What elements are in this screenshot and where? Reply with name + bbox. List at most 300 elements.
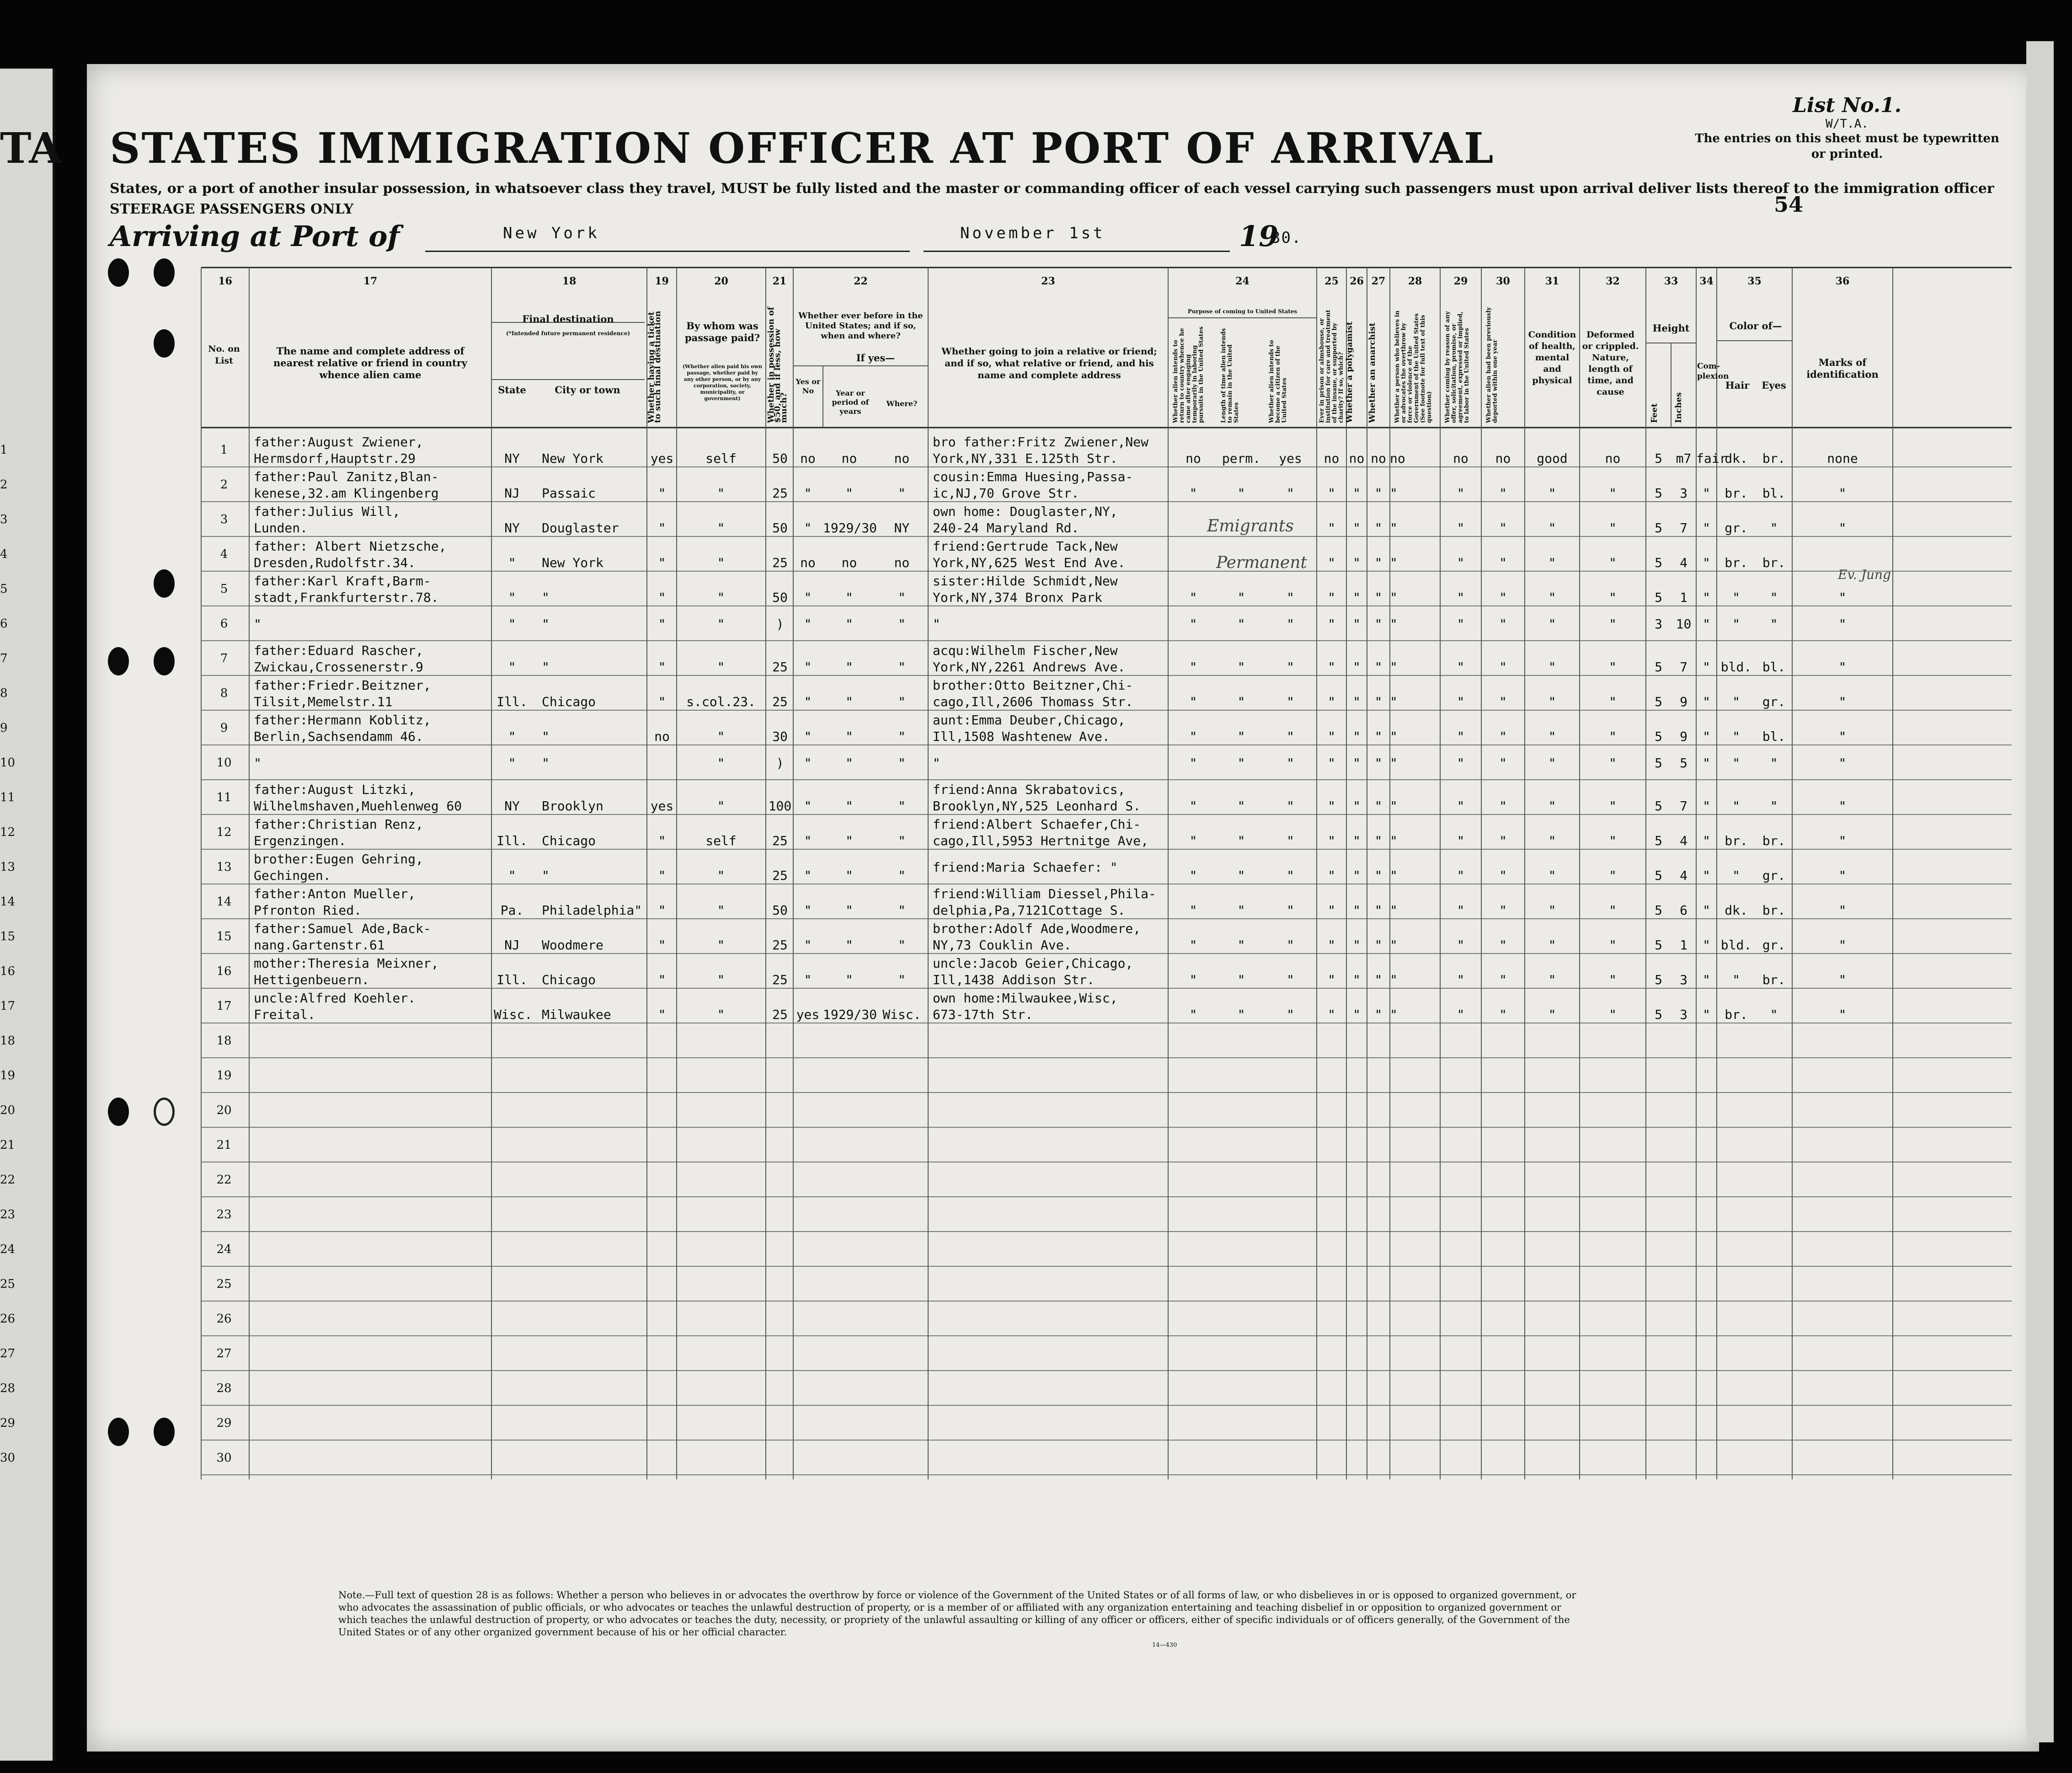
column-number: 24 bbox=[1235, 275, 1250, 287]
relative-address-line: Dresden,Rudolfstr.34. bbox=[254, 555, 416, 570]
field-paid: " bbox=[717, 1007, 725, 1022]
row-number: 5 bbox=[220, 582, 228, 596]
field-feet: 3 bbox=[1655, 616, 1662, 632]
header-polygamist: Whether a polygamist bbox=[1345, 321, 1354, 423]
field-c28: " bbox=[1390, 694, 1398, 709]
field-p1: " bbox=[1189, 833, 1197, 848]
relative-address-line: father:Eduard Rascher, bbox=[254, 643, 423, 658]
field-state: NY bbox=[504, 451, 520, 466]
field-c27: " bbox=[1374, 729, 1383, 744]
arriving-label: Arriving at Port of bbox=[110, 220, 400, 253]
field-ticket: yes bbox=[650, 451, 674, 466]
field-p3: " bbox=[1287, 833, 1294, 848]
header-final-destination-sub: (*Intended future permanent residence) bbox=[506, 330, 630, 337]
row-number: 14 bbox=[216, 895, 232, 909]
field-hair: " bbox=[1732, 798, 1740, 814]
field-c28: " bbox=[1390, 937, 1398, 953]
field-c29: " bbox=[1457, 486, 1465, 501]
field-money: 25 bbox=[772, 833, 788, 848]
field-p2: " bbox=[1237, 833, 1245, 848]
row-number: 19 bbox=[216, 1069, 232, 1082]
header-ticket: Whether having a ticket to such final destination bbox=[646, 311, 662, 423]
field-marks: " bbox=[1838, 486, 1847, 501]
field-ticket: " bbox=[658, 520, 666, 536]
field-c26: " bbox=[1353, 972, 1361, 987]
relative-address-line: Tilsit,Memelstr.11 bbox=[254, 694, 393, 709]
field-c29: " bbox=[1457, 520, 1465, 536]
field-ticket: " bbox=[658, 1007, 666, 1022]
field-city: Passaic bbox=[542, 486, 596, 501]
edge-row-number: 6 bbox=[0, 617, 8, 631]
header-feet: Feet bbox=[1650, 403, 1659, 423]
row-number: 7 bbox=[220, 652, 228, 665]
edge-row-number: 15 bbox=[0, 930, 16, 943]
field-deformed: " bbox=[1609, 486, 1617, 501]
field-marks: " bbox=[1838, 833, 1847, 848]
field-marks: " bbox=[1838, 694, 1847, 709]
field-c27: " bbox=[1374, 868, 1383, 883]
field-complexion: " bbox=[1703, 659, 1710, 675]
field-state: " bbox=[508, 616, 516, 632]
joining-address-line: friend:Albert Schaefer,Chi- bbox=[933, 817, 1141, 832]
field-money: 25 bbox=[772, 486, 788, 501]
field-c29: " bbox=[1457, 868, 1465, 883]
field-c30: " bbox=[1499, 729, 1507, 744]
field-city: Chicago bbox=[542, 972, 596, 987]
field-complexion: " bbox=[1703, 833, 1710, 848]
field-p2: " bbox=[1237, 972, 1245, 987]
field-p2: " bbox=[1237, 659, 1245, 675]
field-state: Ill. bbox=[497, 972, 528, 987]
field-before: yes bbox=[796, 1007, 820, 1022]
field-health: " bbox=[1548, 937, 1556, 953]
field-state: Ill. bbox=[497, 833, 528, 848]
field-hair: br. bbox=[1725, 555, 1748, 570]
field-p2: " bbox=[1237, 755, 1245, 771]
field-marks: " bbox=[1838, 798, 1847, 814]
row-number: 16 bbox=[216, 964, 232, 978]
header-deformed: Deformed or crippled. Nature, length of time, and cause bbox=[1582, 330, 1639, 397]
field-marks: " bbox=[1838, 1007, 1847, 1022]
field-marks: " bbox=[1838, 868, 1847, 883]
field-health: " bbox=[1548, 590, 1556, 605]
field-paid: " bbox=[717, 729, 725, 744]
field-p3: " bbox=[1287, 755, 1294, 771]
field-c25: " bbox=[1328, 520, 1335, 536]
field-ticket: " bbox=[658, 555, 666, 570]
column-number: 26 bbox=[1350, 275, 1364, 287]
field-where: " bbox=[898, 868, 906, 883]
field-c29: " bbox=[1457, 1007, 1465, 1022]
field-inches: 7 bbox=[1680, 659, 1688, 675]
field-p2: " bbox=[1237, 1007, 1245, 1022]
field-before: no bbox=[800, 451, 816, 466]
field-eyes: " bbox=[1770, 616, 1778, 632]
field-inches: 7 bbox=[1680, 520, 1688, 536]
field-paid: " bbox=[717, 937, 725, 953]
field-p2: " bbox=[1237, 694, 1245, 709]
field-where: " bbox=[898, 659, 906, 675]
field-money: 25 bbox=[772, 1007, 788, 1022]
field-paid: " bbox=[717, 520, 725, 536]
field-eyes: bl. bbox=[1762, 486, 1786, 501]
field-paid: " bbox=[717, 972, 725, 987]
field-c27: " bbox=[1374, 659, 1383, 675]
field-c27: " bbox=[1374, 798, 1383, 814]
field-eyes: " bbox=[1770, 590, 1778, 605]
field-c30: " bbox=[1499, 486, 1507, 501]
field-deformed: " bbox=[1609, 729, 1617, 744]
column-number: 31 bbox=[1545, 275, 1559, 287]
field-p2: " bbox=[1237, 616, 1245, 632]
field-city: " bbox=[542, 590, 550, 605]
field-marks: " bbox=[1838, 972, 1847, 987]
row-number: 8 bbox=[220, 686, 228, 700]
edge-row-number: 27 bbox=[0, 1347, 16, 1361]
field-c29: no bbox=[1453, 451, 1469, 466]
header-complexion: Com- plexion bbox=[1697, 362, 1729, 381]
field-ticket: " bbox=[658, 694, 666, 709]
row-number: 1 bbox=[220, 443, 228, 457]
field-c28: " bbox=[1390, 903, 1398, 918]
list-number: List No.1. bbox=[1792, 94, 1902, 117]
field-p2: perm. bbox=[1222, 451, 1261, 466]
edge-row-number: 20 bbox=[0, 1103, 16, 1117]
header-paid-by-sub: (Whether alien paid his own passage, whether paid by any other person, or by any corporation, society, municipality, or government) bbox=[682, 364, 763, 402]
field-hair: bld. bbox=[1720, 659, 1752, 675]
field-eyes: " bbox=[1770, 1007, 1778, 1022]
edge-row-number: 30 bbox=[0, 1451, 16, 1465]
relative-address-line: Hermsdorf,Hauptstr.29 bbox=[254, 451, 416, 466]
field-eyes: br. bbox=[1762, 833, 1786, 848]
field-deformed: " bbox=[1609, 694, 1617, 709]
field-before: " bbox=[804, 729, 812, 744]
field-feet: 5 bbox=[1655, 590, 1662, 605]
field-deformed: " bbox=[1609, 868, 1617, 883]
field-ticket: " bbox=[658, 590, 666, 605]
field-c26: " bbox=[1353, 833, 1361, 848]
field-paid: " bbox=[717, 868, 725, 883]
field-p3: " bbox=[1287, 868, 1294, 883]
field-c30: " bbox=[1499, 937, 1507, 953]
adjacent-page-title-fragment: TA bbox=[0, 123, 62, 173]
edge-row-number: 17 bbox=[0, 999, 16, 1013]
field-hair: gr. bbox=[1725, 520, 1748, 536]
field-inches: 6 bbox=[1680, 903, 1688, 918]
edge-row-number: 5 bbox=[0, 582, 8, 596]
row-number: 30 bbox=[216, 1451, 232, 1465]
edge-row-number: 18 bbox=[0, 1034, 16, 1048]
field-c30: " bbox=[1499, 798, 1507, 814]
joining-address-line: ic,NJ,70 Grove Str. bbox=[933, 486, 1079, 501]
joining-address-line: cago,Ill,2606 Thomass Str. bbox=[933, 694, 1133, 709]
field-year: " bbox=[845, 590, 853, 605]
field-feet: 5 bbox=[1655, 486, 1662, 501]
field-deformed: " bbox=[1609, 555, 1617, 570]
footnote: Note.—Full text of question 28 is as follows: Whether a person who believes in or advocates the overthrow by force or violence of the Government of the United States or of all forms of law, or who disbelieves in or is opposed to organized government, or who advocates the assassination of public officials, or who advocates or teaches the unlawful destruction of property, or is a member of or affiliated with any organization entertaining and teaching disbelief in or opposition to organized government or which teaches the unlawful destruction of property, or who advocates or teaches the duty, necessity, or propriety of the unlawful assaulting or killing of any officer or officers, either of specific individuals or of officers generally, of the Government of the United States or of any other organized government because of his or her official character. bbox=[338, 1590, 1576, 1638]
field-p2: " bbox=[1237, 903, 1245, 918]
field-c25: " bbox=[1328, 833, 1335, 848]
field-health: " bbox=[1548, 833, 1556, 848]
joining-address-line: sister:Hilde Schmidt,New bbox=[933, 573, 1118, 589]
instructions: States, or a port of another insular possession, in whatsoever class they travel, MUST be fully listed and the master or commanding officer of each vessel carrying such passengers must upon arrival deliver lists thereof to the immigration officer bbox=[110, 181, 1994, 197]
header-year-period: Year or period of years bbox=[832, 389, 869, 416]
field-c26: " bbox=[1353, 590, 1361, 605]
port-value: New York bbox=[503, 224, 600, 242]
field-c27: " bbox=[1374, 616, 1383, 632]
field-paid: self bbox=[705, 451, 737, 466]
edge-row-number: 29 bbox=[0, 1416, 16, 1430]
field-p3: " bbox=[1287, 903, 1294, 918]
field-hair: " bbox=[1732, 694, 1740, 709]
field-p1: no bbox=[1186, 451, 1201, 466]
field-health: " bbox=[1548, 694, 1556, 709]
field-c28: " bbox=[1390, 868, 1398, 883]
column-number: 20 bbox=[714, 275, 728, 287]
field-money: 25 bbox=[772, 868, 788, 883]
field-c28: " bbox=[1390, 659, 1398, 675]
row-number: 26 bbox=[216, 1312, 232, 1326]
field-where: " bbox=[898, 694, 906, 709]
field-c25: " bbox=[1328, 555, 1335, 570]
field-eyes: br. bbox=[1762, 555, 1786, 570]
relative-address-line: father:Christian Renz, bbox=[254, 817, 423, 832]
field-before: " bbox=[804, 937, 812, 953]
field-where: Wisc. bbox=[882, 1007, 921, 1022]
field-ticket: " bbox=[658, 833, 666, 848]
header-hair: Hair bbox=[1725, 380, 1750, 391]
field-p1: " bbox=[1189, 1007, 1197, 1022]
joining-address-line: acqu:Wilhelm Fischer,New bbox=[933, 643, 1118, 658]
field-where: no bbox=[894, 451, 910, 466]
field-c30: " bbox=[1499, 1007, 1507, 1022]
field-where: NY bbox=[894, 520, 910, 536]
field-year: no bbox=[841, 451, 857, 466]
field-p3: " bbox=[1287, 616, 1294, 632]
field-health: " bbox=[1548, 486, 1556, 501]
sheet-number: 54 bbox=[1774, 192, 1804, 217]
relative-address-line: father: Albert Nietzsche, bbox=[254, 539, 447, 554]
field-p2: " bbox=[1237, 937, 1245, 953]
field-p2: " bbox=[1237, 868, 1245, 883]
column-number: 23 bbox=[1041, 275, 1055, 287]
field-before: " bbox=[804, 616, 812, 632]
field-c28: " bbox=[1390, 833, 1398, 848]
edge-row-number: 9 bbox=[0, 721, 8, 735]
field-ticket: " bbox=[658, 868, 666, 883]
field-c30: " bbox=[1499, 520, 1507, 536]
field-health: " bbox=[1548, 659, 1556, 675]
field-c26: " bbox=[1353, 868, 1361, 883]
header-purpose-citizen: Whether alien intends to become a citizen of the United States bbox=[1268, 340, 1288, 423]
row-number: 27 bbox=[216, 1347, 232, 1361]
column-number: 18 bbox=[562, 275, 577, 287]
field-c26: " bbox=[1353, 520, 1361, 536]
column-number: 35 bbox=[1747, 275, 1762, 287]
header-yes-no: Yes or No bbox=[796, 377, 821, 395]
joining-address-line: bro father:Fritz Zwiener,New bbox=[933, 434, 1149, 450]
field-p2: " bbox=[1237, 798, 1245, 814]
header-purpose: Purpose of coming to United States bbox=[1187, 308, 1298, 315]
field-c27: " bbox=[1374, 486, 1383, 501]
field-c26: " bbox=[1353, 1007, 1361, 1022]
edge-row-number: 22 bbox=[0, 1173, 16, 1187]
field-state: Wisc. bbox=[494, 1007, 533, 1022]
field-c26: " bbox=[1353, 659, 1361, 675]
relative-address-line: Hettigenbeuern. bbox=[254, 972, 369, 987]
field-hair: br. bbox=[1725, 1007, 1748, 1022]
relative-address-line: father:Samuel Ade,Back- bbox=[254, 921, 431, 936]
field-inches: 4 bbox=[1680, 868, 1688, 883]
edge-row-number: 10 bbox=[0, 756, 16, 770]
field-p3: yes bbox=[1279, 451, 1302, 466]
relative-address-line: Lunden. bbox=[254, 520, 308, 536]
field-ticket: yes bbox=[650, 798, 674, 814]
field-feet: 5 bbox=[1655, 798, 1662, 814]
field-paid: " bbox=[717, 903, 725, 918]
field-c27: " bbox=[1374, 937, 1383, 953]
field-c29: " bbox=[1457, 555, 1465, 570]
field-city: Douglaster bbox=[542, 520, 619, 536]
field-year: " bbox=[845, 903, 853, 918]
column-number: 22 bbox=[854, 275, 868, 287]
field-c25: " bbox=[1328, 729, 1335, 744]
field-health: " bbox=[1548, 755, 1556, 771]
field-feet: 5 bbox=[1655, 1007, 1662, 1022]
relative-address-line: father:Hermann Koblitz, bbox=[254, 712, 431, 728]
field-money: 100 bbox=[768, 798, 792, 814]
field-marks: none bbox=[1827, 451, 1858, 466]
field-p1: " bbox=[1189, 659, 1197, 675]
field-year: " bbox=[845, 937, 853, 953]
column-number: 25 bbox=[1324, 275, 1339, 287]
joining-address-line: " bbox=[933, 616, 940, 632]
field-complexion: " bbox=[1703, 729, 1710, 744]
field-c28: " bbox=[1390, 590, 1398, 605]
header-color-of: Color of— bbox=[1729, 320, 1782, 332]
edge-row-number: 26 bbox=[0, 1312, 16, 1326]
field-paid: " bbox=[717, 659, 725, 675]
field-p1: " bbox=[1189, 903, 1197, 918]
field-p2: " bbox=[1237, 590, 1245, 605]
field-year: " bbox=[845, 868, 853, 883]
relative-address-line: brother:Eugen Gehring, bbox=[254, 852, 423, 867]
relative-address-line: Freital. bbox=[254, 1007, 315, 1022]
field-c27: " bbox=[1374, 903, 1383, 918]
field-hair: " bbox=[1732, 590, 1740, 605]
edge-row-number: 12 bbox=[0, 825, 16, 839]
field-c29: " bbox=[1457, 590, 1465, 605]
field-before: " bbox=[804, 694, 812, 709]
row-number: 20 bbox=[216, 1103, 232, 1117]
field-feet: 5 bbox=[1655, 868, 1662, 883]
field-marks: " bbox=[1838, 729, 1847, 744]
header-where: Where? bbox=[886, 399, 918, 408]
row-number: 6 bbox=[220, 617, 228, 631]
relative-address-line: Pfronton Ried. bbox=[254, 903, 362, 918]
field-inches: 7 bbox=[1680, 798, 1688, 814]
field-c26: " bbox=[1353, 798, 1361, 814]
field-c25: " bbox=[1328, 972, 1335, 987]
row-number: 22 bbox=[216, 1173, 232, 1187]
edge-row-number: 4 bbox=[0, 547, 8, 561]
relative-address-line: father:Friedr.Beitzner, bbox=[254, 678, 431, 693]
field-hair: dk. bbox=[1725, 903, 1748, 918]
field-eyes: " bbox=[1770, 755, 1778, 771]
header-money: Whether in possession of $50, and if less, how much? bbox=[766, 306, 789, 423]
field-year: " bbox=[845, 659, 853, 675]
joining-address-line: own home: Douglaster,NY, bbox=[933, 504, 1118, 519]
column-number: 17 bbox=[363, 275, 378, 287]
field-feet: 5 bbox=[1655, 520, 1662, 536]
field-before: " bbox=[804, 868, 812, 883]
field-eyes: gr. bbox=[1762, 868, 1786, 883]
field-health: " bbox=[1548, 1007, 1556, 1022]
list-code: W/T.A. bbox=[1826, 117, 1869, 131]
field-c25: " bbox=[1328, 616, 1335, 632]
field-health: " bbox=[1548, 972, 1556, 987]
field-c27: no bbox=[1371, 451, 1386, 466]
header-purpose-return: Whether alien intends to return to country whence he came after engaging temporarily in laboring pursuits in the United States bbox=[1172, 326, 1205, 423]
field-state: " bbox=[508, 729, 516, 744]
field-c25: " bbox=[1328, 1007, 1335, 1022]
relative-address-line: father:August Litzki, bbox=[254, 782, 416, 797]
field-deformed: " bbox=[1609, 1007, 1617, 1022]
field-complexion: fair bbox=[1696, 451, 1727, 466]
field-c29: " bbox=[1457, 755, 1465, 771]
relative-address-line: father:Paul Zanitz,Blan- bbox=[254, 469, 439, 484]
edge-row-number: 23 bbox=[0, 1208, 16, 1221]
field-state: NY bbox=[504, 798, 520, 814]
header-city: City or town bbox=[555, 384, 620, 396]
field-feet: 5 bbox=[1655, 555, 1662, 570]
year-prefix: 19 bbox=[1239, 220, 1279, 253]
field-c25: " bbox=[1328, 694, 1335, 709]
field-city: New York bbox=[542, 451, 603, 466]
field-p3: " bbox=[1287, 1007, 1294, 1022]
field-city: " bbox=[542, 755, 550, 771]
edge-row-number: 3 bbox=[0, 513, 8, 526]
joining-address-line: brother:Adolf Ade,Woodmere, bbox=[933, 921, 1141, 936]
relative-address-line: kenese,32.am Klingenberg bbox=[254, 486, 439, 501]
field-c29: " bbox=[1457, 616, 1465, 632]
field-state: " bbox=[508, 590, 516, 605]
field-health: " bbox=[1548, 903, 1556, 918]
field-paid: " bbox=[717, 755, 725, 771]
field-complexion: " bbox=[1703, 798, 1710, 814]
field-state: Ill. bbox=[497, 694, 528, 709]
field-c25: " bbox=[1328, 755, 1335, 771]
typewritten-note: The entries on this sheet must be typewritten or printed. bbox=[1695, 132, 1999, 161]
header-paid-by: By whom was passage paid? bbox=[684, 320, 760, 343]
edge-row-number: 21 bbox=[0, 1138, 16, 1152]
edge-row-number: 14 bbox=[0, 895, 16, 909]
field-money: 50 bbox=[772, 451, 788, 466]
field-p1: " bbox=[1189, 972, 1197, 987]
field-paid: self bbox=[705, 833, 737, 848]
field-c30: " bbox=[1499, 555, 1507, 570]
relative-address-line: Wilhelmshaven,Muehlenweg 60 bbox=[254, 798, 462, 814]
column-number: 27 bbox=[1371, 275, 1386, 287]
joining-address-line: York,NY,625 West End Ave. bbox=[933, 555, 1126, 570]
relative-address-line: father:Karl Kraft,Barm- bbox=[254, 573, 431, 589]
relative-address-line: " bbox=[254, 755, 262, 771]
relative-address-line: father:August Zwiener, bbox=[254, 434, 423, 450]
field-p1: " bbox=[1189, 486, 1197, 501]
field-feet: 5 bbox=[1655, 729, 1662, 744]
field-paid: " bbox=[717, 555, 725, 570]
header-purpose-length: Length of time alien intends to remain in the United States bbox=[1220, 328, 1240, 423]
